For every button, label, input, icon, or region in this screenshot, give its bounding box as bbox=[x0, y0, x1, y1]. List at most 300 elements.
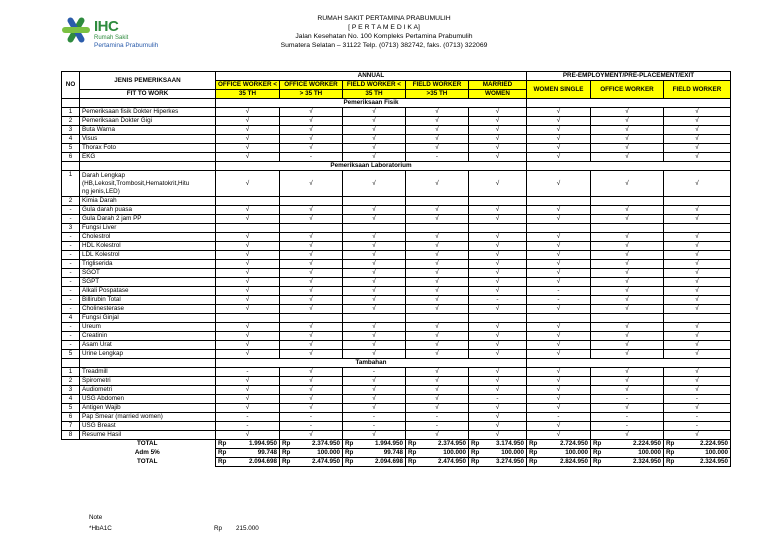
item-name: Resume Hasil bbox=[80, 431, 216, 440]
total-value: 1.994.950 bbox=[248, 440, 277, 447]
check-cell: - bbox=[216, 422, 280, 431]
check-cell: √ bbox=[405, 260, 468, 269]
check-cell: √ bbox=[468, 386, 526, 395]
check-cell: - bbox=[468, 395, 526, 404]
check-cell: √ bbox=[590, 108, 663, 117]
check-cell: √ bbox=[216, 296, 280, 305]
check-cell: √ bbox=[342, 269, 405, 278]
check-cell: √ bbox=[526, 323, 590, 332]
check-cell: √ bbox=[279, 305, 342, 314]
check-cell: √ bbox=[342, 323, 405, 332]
check-cell: √ bbox=[663, 305, 730, 314]
item-no: 2 bbox=[62, 377, 80, 386]
total-value: 100.000 bbox=[317, 449, 340, 456]
total-value: 100.000 bbox=[705, 449, 728, 456]
check-cell: √ bbox=[526, 431, 590, 440]
check-cell: √ bbox=[342, 260, 405, 269]
item-no: 5 bbox=[62, 404, 80, 413]
item-name: SGOT bbox=[80, 269, 216, 278]
total-value: 3.174.950 bbox=[495, 440, 524, 447]
check-cell: √ bbox=[216, 377, 280, 386]
check-cell: √ bbox=[468, 135, 526, 144]
check-cell: √ bbox=[216, 117, 280, 126]
check-cell: - bbox=[590, 413, 663, 422]
check-cell: √ bbox=[216, 215, 280, 224]
table-row bbox=[62, 332, 731, 341]
check-cell: √ bbox=[405, 144, 468, 153]
total-cell bbox=[663, 458, 730, 467]
blank-cell bbox=[62, 99, 80, 108]
check-cell: √ bbox=[526, 206, 590, 215]
check-cell: √ bbox=[526, 332, 590, 341]
item-no: - bbox=[62, 305, 80, 314]
check-cell: √ bbox=[468, 404, 526, 413]
total-value: 2.324.950 bbox=[699, 458, 728, 465]
total-cell bbox=[405, 458, 468, 467]
item-name: USG Abdomen bbox=[80, 395, 216, 404]
check-cell: - bbox=[405, 422, 468, 431]
blank-cell bbox=[62, 449, 80, 458]
check-cell: √ bbox=[526, 171, 590, 197]
check-cell: √ bbox=[342, 386, 405, 395]
check-cell: √ bbox=[216, 404, 280, 413]
check-cell bbox=[279, 197, 342, 206]
check-cell: √ bbox=[405, 242, 468, 251]
item-name: Cholinesterase bbox=[80, 305, 216, 314]
table-row bbox=[62, 296, 731, 305]
check-cell: √ bbox=[468, 422, 526, 431]
check-cell: √ bbox=[279, 395, 342, 404]
check-cell: √ bbox=[663, 287, 730, 296]
currency: Rp bbox=[528, 440, 538, 447]
check-cell: √ bbox=[526, 144, 590, 153]
check-cell: - bbox=[279, 153, 342, 162]
total-value: 99.748 bbox=[383, 449, 403, 456]
check-cell: √ bbox=[405, 377, 468, 386]
check-cell: √ bbox=[663, 386, 730, 395]
item-no: 4 bbox=[62, 135, 80, 144]
check-cell: √ bbox=[526, 233, 590, 242]
check-cell: √ bbox=[405, 431, 468, 440]
table-row bbox=[62, 126, 731, 135]
check-cell: √ bbox=[663, 126, 730, 135]
check-cell: √ bbox=[405, 332, 468, 341]
check-cell: √ bbox=[663, 323, 730, 332]
currency: Rp bbox=[665, 440, 675, 447]
check-cell: √ bbox=[468, 117, 526, 126]
table-row bbox=[62, 395, 731, 404]
check-cell bbox=[590, 224, 663, 233]
check-cell: - bbox=[342, 368, 405, 377]
check-cell: - bbox=[405, 153, 468, 162]
currency: Rp bbox=[281, 458, 291, 465]
check-cell: √ bbox=[590, 269, 663, 278]
check-cell: √ bbox=[526, 108, 590, 117]
check-cell bbox=[526, 314, 590, 323]
check-cell: √ bbox=[526, 368, 590, 377]
total-cell bbox=[279, 449, 342, 458]
check-cell: √ bbox=[526, 135, 590, 144]
check-cell: √ bbox=[279, 260, 342, 269]
check-cell: - bbox=[663, 413, 730, 422]
check-cell: √ bbox=[590, 242, 663, 251]
check-cell: √ bbox=[342, 126, 405, 135]
check-cell bbox=[590, 314, 663, 323]
item-no: - bbox=[62, 251, 80, 260]
table-row bbox=[62, 117, 731, 126]
total-cell bbox=[216, 440, 280, 449]
currency: Rp bbox=[470, 449, 480, 456]
currency: Rp bbox=[665, 458, 675, 465]
item-name: Thorax Foto bbox=[80, 144, 216, 153]
check-cell: √ bbox=[405, 233, 468, 242]
col-fw-gt-2: >35 TH bbox=[405, 90, 468, 99]
check-cell: √ bbox=[526, 260, 590, 269]
check-cell: √ bbox=[468, 144, 526, 153]
currency: Rp bbox=[592, 449, 602, 456]
check-cell: √ bbox=[663, 144, 730, 153]
col-fw-gt: FIELD WORKER bbox=[405, 81, 468, 90]
item-name: Alkali Pospatase bbox=[80, 287, 216, 296]
currency: Rp bbox=[665, 449, 675, 456]
check-cell: √ bbox=[279, 126, 342, 135]
item-no: 7 bbox=[62, 422, 80, 431]
total-cell bbox=[526, 458, 590, 467]
check-cell: - bbox=[216, 368, 280, 377]
check-cell: √ bbox=[468, 269, 526, 278]
check-cell: - bbox=[468, 296, 526, 305]
check-cell: √ bbox=[405, 269, 468, 278]
check-cell: √ bbox=[405, 305, 468, 314]
total-row bbox=[62, 449, 731, 458]
blank-cell bbox=[62, 359, 80, 368]
check-cell: √ bbox=[216, 260, 280, 269]
item-name: Fungsi Liver bbox=[80, 224, 216, 233]
currency: Rp bbox=[281, 449, 291, 456]
check-cell: √ bbox=[663, 117, 730, 126]
check-cell bbox=[663, 224, 730, 233]
currency: Rp bbox=[281, 440, 291, 447]
check-cell bbox=[405, 197, 468, 206]
table-row bbox=[62, 404, 731, 413]
blank-cell bbox=[62, 458, 80, 467]
check-cell: √ bbox=[590, 117, 663, 126]
check-cell: √ bbox=[279, 332, 342, 341]
item-no: 3 bbox=[62, 224, 80, 233]
total-value: 2.724.950 bbox=[559, 440, 588, 447]
total-cell bbox=[526, 440, 590, 449]
col-jenis: JENIS PEMERIKSAAN bbox=[80, 72, 216, 90]
check-cell: √ bbox=[590, 386, 663, 395]
total-value: 100.000 bbox=[565, 449, 588, 456]
item-no: 5 bbox=[62, 144, 80, 153]
check-cell: √ bbox=[216, 135, 280, 144]
check-cell: √ bbox=[279, 206, 342, 215]
col-ow-lt-2: 35 TH bbox=[216, 90, 280, 99]
check-cell bbox=[405, 224, 468, 233]
check-cell: √ bbox=[279, 377, 342, 386]
check-cell: √ bbox=[590, 296, 663, 305]
check-cell: √ bbox=[279, 215, 342, 224]
check-cell: - bbox=[590, 395, 663, 404]
table-row bbox=[62, 350, 731, 359]
check-cell: √ bbox=[468, 413, 526, 422]
total-cell bbox=[663, 440, 730, 449]
check-cell: √ bbox=[279, 323, 342, 332]
check-cell: √ bbox=[279, 386, 342, 395]
currency: Rp bbox=[218, 449, 227, 456]
check-cell: - bbox=[342, 413, 405, 422]
item-name-line: Darah Lengkap bbox=[82, 171, 126, 179]
check-cell: √ bbox=[468, 215, 526, 224]
check-cell: √ bbox=[216, 332, 280, 341]
check-cell bbox=[663, 197, 730, 206]
table-row bbox=[62, 341, 731, 350]
total-value: 2.374.950 bbox=[437, 440, 466, 447]
item-no: - bbox=[62, 242, 80, 251]
check-cell: √ bbox=[663, 215, 730, 224]
check-cell: √ bbox=[590, 287, 663, 296]
col-pre: PRE-EMPLOYMENT/PRE-PLACEMENT/EXIT bbox=[526, 72, 730, 81]
total-value: 100.000 bbox=[501, 449, 524, 456]
logo-text: IHC bbox=[94, 18, 119, 35]
check-cell: √ bbox=[342, 377, 405, 386]
check-cell: √ bbox=[663, 108, 730, 117]
check-cell: √ bbox=[279, 233, 342, 242]
check-cell: √ bbox=[216, 395, 280, 404]
check-cell: √ bbox=[405, 287, 468, 296]
currency: Rp bbox=[218, 440, 227, 447]
check-cell: √ bbox=[468, 341, 526, 350]
total-value: 100.000 bbox=[443, 449, 466, 456]
table-row bbox=[62, 171, 731, 197]
check-cell: - bbox=[279, 413, 342, 422]
check-cell: √ bbox=[216, 126, 280, 135]
total-cell bbox=[590, 449, 663, 458]
check-cell: √ bbox=[526, 395, 590, 404]
check-cell: √ bbox=[663, 153, 730, 162]
check-cell bbox=[526, 224, 590, 233]
table-row bbox=[62, 269, 731, 278]
check-cell bbox=[342, 197, 405, 206]
currency: Rp bbox=[407, 440, 417, 447]
check-cell: √ bbox=[468, 332, 526, 341]
table-row bbox=[62, 153, 731, 162]
total-value: 100.000 bbox=[638, 449, 661, 456]
check-cell: √ bbox=[590, 135, 663, 144]
table-row bbox=[62, 135, 731, 144]
col-annual: ANNUAL bbox=[216, 72, 527, 81]
check-cell: √ bbox=[468, 153, 526, 162]
total-value: 2.224.950 bbox=[632, 440, 661, 447]
col-no: NO bbox=[62, 72, 80, 99]
check-cell: √ bbox=[405, 251, 468, 260]
check-cell bbox=[468, 224, 526, 233]
check-cell: - bbox=[526, 287, 590, 296]
item-name: Ureum bbox=[80, 323, 216, 332]
check-cell: √ bbox=[405, 296, 468, 305]
check-cell bbox=[216, 314, 280, 323]
check-cell: √ bbox=[663, 260, 730, 269]
item-name: Kimia Darah bbox=[80, 197, 216, 206]
check-cell: √ bbox=[342, 404, 405, 413]
check-cell: √ bbox=[663, 431, 730, 440]
item-name-line: (HB,Lekosit,Trombosit,Hematokrit,Hitu bbox=[82, 179, 190, 187]
check-cell: √ bbox=[216, 251, 280, 260]
check-cell: √ bbox=[590, 233, 663, 242]
check-cell: √ bbox=[590, 144, 663, 153]
total-value: 2.474.950 bbox=[311, 458, 340, 465]
total-value: 2.094.698 bbox=[248, 458, 277, 465]
item-name: Billirubin Total bbox=[80, 296, 216, 305]
col-ws: WOMEN SINGLE bbox=[526, 81, 590, 99]
currency: Rp bbox=[470, 458, 480, 465]
check-cell: √ bbox=[279, 171, 342, 197]
check-cell: √ bbox=[279, 242, 342, 251]
hospital-address-2: Sumatera Selatan – 31122 Telp. (0713) 382742, faks. (0713) 322069 bbox=[280, 42, 488, 49]
check-cell bbox=[405, 314, 468, 323]
item-name: Fungsi Ginjal bbox=[80, 314, 216, 323]
item-no: - bbox=[62, 278, 80, 287]
check-cell: - bbox=[216, 413, 280, 422]
item-name: HDL Kolestrol bbox=[80, 242, 216, 251]
check-cell: - bbox=[342, 422, 405, 431]
item-name: Urine Lengkap bbox=[80, 350, 216, 359]
table-row bbox=[62, 377, 731, 386]
total-value: 2.224.950 bbox=[699, 440, 728, 447]
check-cell: √ bbox=[663, 341, 730, 350]
check-cell: √ bbox=[590, 332, 663, 341]
note-value: 215.000 bbox=[236, 525, 259, 532]
item-no: 2 bbox=[62, 117, 80, 126]
check-cell: √ bbox=[526, 404, 590, 413]
item-name: EKG bbox=[80, 153, 216, 162]
currency: Rp bbox=[528, 458, 538, 465]
item-no: 3 bbox=[62, 126, 80, 135]
check-cell: - bbox=[279, 422, 342, 431]
total-cell bbox=[468, 449, 526, 458]
col-ow-gt-2: > 35 TH bbox=[279, 90, 342, 99]
item-no: 8 bbox=[62, 431, 80, 440]
check-cell: √ bbox=[342, 341, 405, 350]
logo-sub1: Rumah Sakit bbox=[94, 35, 129, 41]
check-cell: √ bbox=[526, 305, 590, 314]
table-row bbox=[62, 233, 731, 242]
check-cell: - bbox=[663, 422, 730, 431]
item-name: SGPT bbox=[80, 278, 216, 287]
item-no: 1 bbox=[62, 171, 80, 197]
col-fw-lt: FIELD WORKER < bbox=[342, 81, 405, 90]
item-name: Treadmill bbox=[80, 368, 216, 377]
check-cell: √ bbox=[216, 341, 280, 350]
item-no: - bbox=[62, 287, 80, 296]
check-cell: √ bbox=[405, 350, 468, 359]
check-cell: - bbox=[405, 413, 468, 422]
table-row bbox=[62, 197, 731, 206]
item-no: 1 bbox=[62, 108, 80, 117]
col-fw: FIELD WORKER bbox=[663, 81, 730, 99]
check-cell: √ bbox=[468, 251, 526, 260]
check-cell: √ bbox=[468, 287, 526, 296]
col-ow-lt: OFFICE WORKER < bbox=[216, 81, 280, 90]
price-table bbox=[61, 71, 731, 467]
check-cell: √ bbox=[468, 108, 526, 117]
check-cell: √ bbox=[663, 377, 730, 386]
check-cell: √ bbox=[590, 215, 663, 224]
check-cell: √ bbox=[590, 350, 663, 359]
total-cell bbox=[663, 449, 730, 458]
check-cell: √ bbox=[526, 242, 590, 251]
blank-cell bbox=[62, 162, 80, 171]
check-cell: √ bbox=[526, 126, 590, 135]
total-value: 2.824.950 bbox=[559, 458, 588, 465]
section-fisik: Pemeriksaan Fisik bbox=[343, 99, 399, 106]
currency: Rp bbox=[407, 449, 417, 456]
note-item: *HbA1C bbox=[89, 525, 112, 532]
check-cell: √ bbox=[216, 233, 280, 242]
check-cell: √ bbox=[216, 287, 280, 296]
blank-cell bbox=[62, 440, 80, 449]
note-rp: Rp bbox=[214, 525, 223, 532]
hospital-address-1: Jalan Kesehatan No. 100 Kompleks Pertamina Prabumulih bbox=[295, 33, 473, 40]
item-name: Pemeriksaan Dokter Gigi bbox=[80, 117, 216, 126]
total-cell bbox=[526, 449, 590, 458]
table-row bbox=[62, 108, 731, 117]
check-cell: - bbox=[526, 296, 590, 305]
item-name: LDL Kolestrol bbox=[80, 251, 216, 260]
check-cell: √ bbox=[468, 377, 526, 386]
blank-cell bbox=[526, 99, 730, 108]
check-cell: √ bbox=[216, 278, 280, 287]
check-cell: √ bbox=[405, 215, 468, 224]
check-cell: √ bbox=[663, 242, 730, 251]
check-cell: √ bbox=[590, 404, 663, 413]
check-cell: √ bbox=[590, 251, 663, 260]
check-cell: √ bbox=[663, 296, 730, 305]
check-cell: √ bbox=[216, 305, 280, 314]
check-cell: √ bbox=[590, 323, 663, 332]
total-value: 2.474.950 bbox=[437, 458, 466, 465]
check-cell: √ bbox=[468, 278, 526, 287]
check-cell: √ bbox=[279, 341, 342, 350]
col-mw-2: WOMEN bbox=[468, 90, 526, 99]
check-cell: √ bbox=[342, 108, 405, 117]
check-cell: √ bbox=[279, 368, 342, 377]
item-name: Antigen Wajib bbox=[80, 404, 216, 413]
currency: Rp bbox=[592, 458, 602, 465]
check-cell: √ bbox=[590, 126, 663, 135]
check-cell: √ bbox=[342, 206, 405, 215]
check-cell: √ bbox=[342, 135, 405, 144]
item-name: Asam Urat bbox=[80, 341, 216, 350]
total-row bbox=[62, 440, 731, 449]
check-cell: √ bbox=[590, 341, 663, 350]
check-cell: √ bbox=[526, 350, 590, 359]
item-name: Cholestrol bbox=[80, 233, 216, 242]
check-cell: √ bbox=[405, 171, 468, 197]
check-cell: √ bbox=[216, 269, 280, 278]
check-cell: √ bbox=[468, 305, 526, 314]
check-cell: - bbox=[590, 422, 663, 431]
item-no: - bbox=[62, 323, 80, 332]
blank-cell bbox=[80, 162, 216, 171]
table-row bbox=[62, 242, 731, 251]
check-cell: √ bbox=[405, 386, 468, 395]
item-no: 5 bbox=[62, 350, 80, 359]
check-cell: √ bbox=[279, 108, 342, 117]
col-mw: MARRIED bbox=[468, 81, 526, 90]
check-cell: √ bbox=[405, 117, 468, 126]
